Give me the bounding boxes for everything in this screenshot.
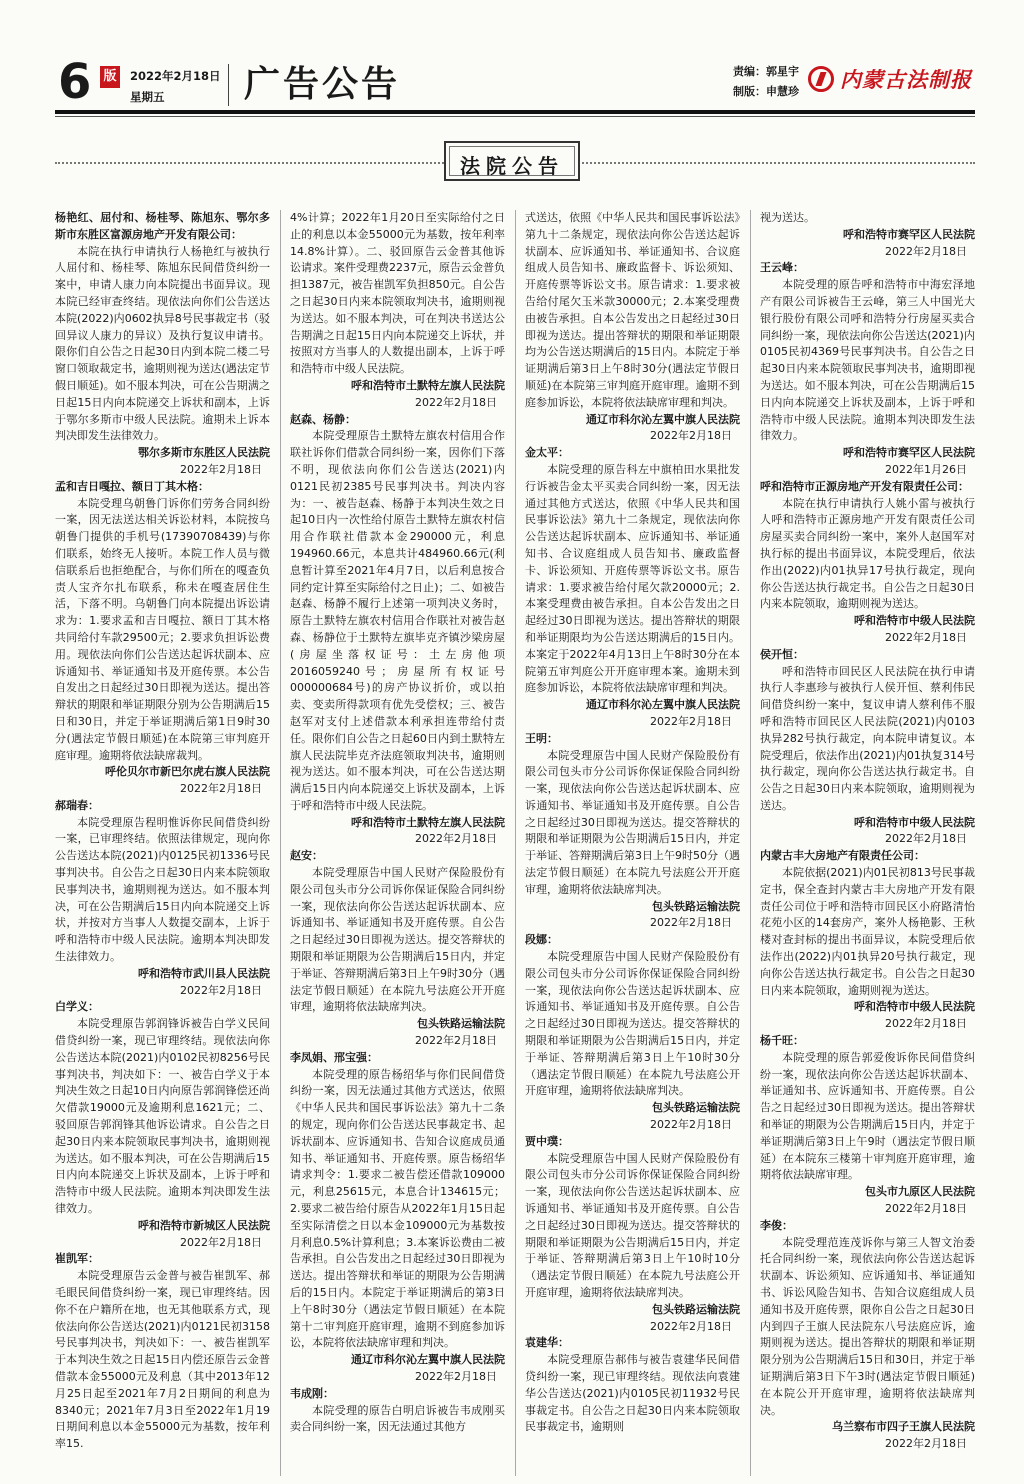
notice-body: 本院依据(2021)内01民初813号民事裁定书，保全查封内蒙古丰大房地产开发有限责任公司位于呼和浩特市回民区小府路清怡花苑小区的14套房产，案外人杨艳影、王秋楼对查封标的提出书面异议，本院受理后依法作出(2022)内01执异20号执行裁定，现向你公告送达执行裁定书。自公告之日起30日内来本院领取，逾期则视为送达。 [760,866,975,997]
notice-date: 2022年2月18日 [180,1235,262,1249]
notice-addressee: 王云峰： [760,261,804,275]
issuing-court: 包头铁路运输法院 [417,1017,505,1031]
notice-addressee: 孟和吉日嘎拉、额日丁其木格： [55,479,209,493]
notice-body: 本院受理乌朝鲁门诉你们劳务合同纠纷一案，因无法送达相关诉讼材料，本院按乌朝鲁门提供的手机号(17390708439)与你们联系，始终无人接听。本院工作人员与微信联系后也拒绝配合，与你们所在的嘎查负责人宝齐尔扎布联系，称未在嘎查居住生活，下落不明。乌朝鲁门向本院提出诉讼请求为：1.要求孟和吉日嘎拉、额日丁其木格共同给付车款29500元；2.要求负担诉讼费用。现依法向你们公告送达起诉状副本、应诉通知书、举证通知书及开庭传票。本公告自发出之日起经过30日即视为送达。提出答辩状的期限和举证期限分别为公告期满后15日和30日，并定于举证期满后第1日9时30分(遇法定节假日顺延)在本院第三审判庭开庭审理。逾期将依法缺席裁判。 [55,496,270,762]
banner-title: 法院公告 [460,154,564,178]
column-2 [290,210,505,1478]
notice-date: 2022年2月18日 [415,1034,497,1048]
notice-date: 2022年2月18日 [415,832,497,846]
notice-date: 2022年2月18日 [180,782,262,796]
notice-body: 本院受理的原告呼和浩特市中海宏泽地产有限公司诉被告王云峰，第三人中国光大银行股份有限公司呼和浩特分行房屋买卖合同纠纷一案，现依法向你公告送达(2021)内0105民初4369号民事判决书。自公告之日起30日内来本院领取民事判决书，逾期即视为送达。如不服本判决，可在公告期满后15日内向本院递交上诉状及副本，上诉于呼和浩特市中级人民法院。逾期本判决即发生法律效力。 [760,278,975,443]
column-4 [760,210,975,1478]
notice-date: 2022年2月18日 [650,916,732,930]
notice-addressee: 赵安： [290,849,323,863]
notice-addressee: 郝瑞春： [55,798,99,812]
page-number: 6 [58,54,92,110]
section-title: 广告公告 [244,64,401,105]
notice-date: 2022年2月18日 [885,1202,967,1216]
column-divider [515,210,516,1476]
notice-addressee: 金太平： [525,446,569,460]
editor-credit: 责编：郭星宇 [733,65,799,78]
notice-addressee: 段娜： [525,933,558,947]
issuing-court: 呼和浩特市中级人民法院 [854,1000,975,1014]
layout-credit: 制版：申慧珍 [733,85,799,98]
issuing-court: 呼和浩特市土默特左旗人民法院 [351,378,505,392]
notice-addressee: 李凤娟、邢宝强： [290,1050,378,1064]
notice-date: 2022年2月18日 [415,1369,497,1383]
issuing-court: 呼和浩特市土默特左旗人民法院 [351,815,505,829]
notice-body-continued: 视为送达。 [760,211,815,224]
notice-addressee: 崔凯军： [55,1252,99,1266]
notice-addressee: 杨千旺： [760,1034,804,1048]
notice-addressee: 侯开恒： [760,647,804,661]
notice-addressee: 呼和浩特市正源房地产开发有限责任公司： [760,479,969,493]
issuing-court: 包头铁路运输法院 [652,1101,740,1115]
notice-addressee: 贾中璞： [525,1134,569,1148]
notice-body-continued: 4%计算；2022年1月20日至实际给付之日止的利息以本金55000元为基数，按年利率14.8%计算）。二、驳回原告云金普其他诉讼请求。案件受理费2237元，原告云金普负担1387元，被告崔凯军负担850元。自公告之日起30日内来本院领取判决书，逾期则视为送达。如不服本判决，可在判决书送达公告期满之日起15日内向本院递交上诉状，并按照对方当事人的人数提出副本，上诉于呼和浩特市中级人民法院。 [290,211,505,376]
issuing-court: 呼和浩特市武川县人民法院 [138,966,270,980]
issuing-court: 通辽市科尔沁左翼中旗人民法院 [351,1353,505,1367]
notice-date: 2022年2月18日 [885,832,967,846]
notice-body: 本院受理原告土默特左旗农村信用合作联社诉你们借款合同纠纷一案，因你们下落不明，现依法向你们公告送达(2021)内0121民初2385号民事判决书。判决内容为：一、被告赵森、杨静于本判决生效之日起10日内一次性给付原告土默特左旗农村信用合作联社借款本金290000元，利息194960.66元，本息共计484960.66元(利息暂计算至2021年4月7日，以后利息按合同约定计算至实际给付之日止)；二、如被告赵森、杨静不履行上述第一项判决义务时，原告土默特左旗农村信用合作联社对被告赵森、杨静位于土默特左旗毕克齐镇沙梁房屋(房屋坐落权证号：土左房他项2016059240号；房屋所有权证号000000684号)的房产协议折价，或以拍卖、变卖所得款项有优先受偿权；三、被告赵军对支付上述借款本利承担连带给付责任。限你们自公告之日起60日内到土默特左旗人民法院毕克齐法庭领取判决书，逾期则视为送达。如不服本判决，可在公告送达期满后15日内向本院递交上诉状及副本，上诉于呼和浩特市中级人民法院。 [290,429,505,812]
notice-date: 2022年2月18日 [180,462,262,476]
issuing-court: 乌兰察布市四子王旗人民法院 [832,1420,975,1434]
notice-body: 本院受理原告中国人民财产保险股份有限公司包头市分公司诉你保证保险合同纠纷一案，现依法向你公告送达起诉状副本、应诉通知书、举证通知书及开庭传票。自公告之日起经过30日即视为送达。提交答辩状的期限和举证期限为公告期满后15日内，并定于举证、答辩期满后第3日上午10时30分（遇法定节假日顺延）在本院九号法庭公开开庭审理，逾期将依法缺席判决。 [525,950,740,1098]
issuing-court: 呼和浩特市新城区人民法院 [138,1218,270,1232]
newspaper-logo: 内蒙古法制报 [840,67,972,92]
notice-date: 2022年2月18日 [885,1017,967,1031]
notice-addressee: 内蒙古丰大房地产有限责任公司： [760,849,925,863]
notice-date: 2022年2月18日 [650,1118,732,1132]
notice-addressee: 袁建华： [525,1336,569,1350]
notice-date: 2022年2月18日 [650,714,732,728]
issuing-court: 呼和浩特市赛罕区人民法院 [843,446,975,460]
issuing-court: 包头铁路运输法院 [652,899,740,913]
issue-date: 2022年2月18日 [130,69,221,83]
issuing-court: 通辽市科尔沁左翼中旗人民法院 [586,698,740,712]
notice-date: 2022年2月18日 [650,429,732,443]
notice-addressee: 白学义： [55,1000,99,1014]
notice-body: 本院受理原告中国人民财产保险股份有限公司包头市分公司诉你保证保险合同纠纷一案，现依法向你公告送达起诉状副本、应诉通知书、举证通知书及开庭传票。自公告之日起经过30日即视为送达。提交答辩状的期限和举证期限为公告期满后15日内，并定于举证、答辩期满后第3日上午9时30分（遇法定节假日顺延）在本院九号法庭公开开庭审理，逾期将依法缺席判决。 [290,866,505,1014]
banner-frame [444,141,580,181]
notice-addressee: 杨艳红、屈付和、杨桂琴、陈旭东、鄂尔多斯市东胜区富源房地产开发有限公司： [55,211,270,241]
notice-date: 2022年2月18日 [885,244,967,258]
issuing-court: 鄂尔多斯市东胜区人民法院 [138,446,270,460]
newspaper-emblem-icon [808,66,834,92]
column-divider [750,210,751,1476]
issuing-court: 呼和浩特市赛罕区人民法院 [843,227,975,241]
notice-date: 2022年1月26日 [885,462,967,476]
notice-date: 2022年2月18日 [650,1319,732,1333]
issuing-court: 呼和浩特市中级人民法院 [854,815,975,829]
notice-body: 本院受理原告云金普与被告崔凯军、郝毛眼民间借贷纠纷一案，现已审理终结。因你不在户籍所在地，也无其他联系方式，现依法向你公告送达(2021)内0121民初3158号民事判决书，判决如下：一、被告崔凯军于本判决生效之日起15日内偿还原告云金普借款本金55000元及利息（其中2013年12月25日起至2021年7月2日期间的利息为8340元；2021年7月3日至2022年1月19日期间利息以本金55000元为基数，按年利率15. [55,1269,270,1451]
notice-addressee: 王明： [525,731,558,745]
column-3 [525,210,740,1478]
notice-body: 本院受理原告郝伟与被告袁建华民间借贷纠纷一案，现已审理终结。现依法向袁建华公告送达(2021)内0105民初11932号民事裁定书。自公告之日起30日内来本院领取民事裁定书，逾期则 [525,1353,740,1434]
notice-body: 本院受理原告程明惟诉你民间借贷纠纷一案，已审理终结。依照法律规定，现向你公告送达本院(2021)内0125民初1336号民事判决书。自公告之日起30日内来本院领取民事判决书，逾期则视为送达。如不服本判决，可在公告期满后15日内向本院递交上诉状，并按对方当事人人数提交副本，上诉于呼和浩特市中级人民法院。逾期本判决即发生法律效力。 [55,815,270,964]
notice-date: 2022年2月18日 [885,1437,967,1451]
header-divider [228,64,229,106]
notice-date: 2022年2月18日 [885,630,967,644]
notice-body: 本院受理的原告郭爱俊诉你民间借贷纠纷一案，现依法向你公告送达起诉状副本、举证通知书、应诉通知书、开庭传票。自公告之日起经过30日即视为送达。提出答辩状和举证的期限为公告期满后15日内，并定于举证期满后第3日上午9时（遇法定节假日顺延）在本院东三楼第十审判庭开庭审理，逾期将依法缺席审理。 [760,1050,975,1182]
notice-body-continued: 式送达，依照《中华人民共和国民事诉讼法》第九十二条规定，现依法向你公告送达起诉状副本、应诉通知书、举证通知书、合议庭组成人员告知书、廉政监督卡、诉讼须知、开庭传票等诉讼文书。原告请求：1.要求被告给付尾欠玉米款30000元；2.本案受理费由被告承担。自本公告发出之日起经过30日即视为送达。提出答辩状的期限和举证期限均为公告送达期满后的15日内。本院定于举证期满后第3日上午8时30分(遇法定节假日顺延)在本院第三审判庭开庭审理。逾期不到庭参加诉讼，本院将依法缺席审理和判决。 [525,211,740,409]
issue-weekday: 星期五 [130,90,165,104]
notice-body: 本院在执行申请执行人姚小雷与被执行人呼和浩特市正源房地产开发有限责任公司房屋买卖合同纠纷一案中，案外人赵国军对执行标的提出书面异议，本院受理后，依法作出(2022)内01执异17号执行裁定，现向你公告送达执行裁定书。自公告之日起30日内来本院领取，逾期则视为送达。 [760,496,975,611]
notice-addressee: 李俊： [760,1218,793,1232]
notice-body: 本院在执行申请执行人杨艳红与被执行人屈付和、杨桂琴、陈旭东民间借贷纠纷一案中，申请人康力向本院提出书面异议。现本院已经审查终结。现依法向你们公告送达本院(2022)内0602执异8号民事裁定书（驳回异议人康力的异议）及执行复议申请书。限你们自公告之日起30日内到本院二楼二号窗口领取裁定书，逾期则视为送达(遇法定节假日顺延)。如不服本判决，可在公告期满之日起15日内向本院递交上诉状和副本，上诉于鄂尔多斯市中级人民法院。逾期未上诉本判决即发生法律效力。 [55,244,270,443]
notice-body: 本院受理原告郭润锋诉被告白学义民间借贷纠纷一案，现已审理终结。现依法向你公告送达本院(2021)内0102民初8256号民事判决书，判决如下：一、被告白学义于本判决生效之日起10日内向原告郭润锋偿还尚欠借款19000元及逾期利息1621元；二、驳回原告郭润锋其他诉讼请求。自公告之日起30日内来本院领取民事判决书，逾期则视为送达。如不服本判决，可在公告期满后15日内向本院递交上诉状及副本，上诉于呼和浩特市中级人民法院。逾期本判决即发生法律效力。 [55,1017,270,1216]
notice-addressee: 韦成刚： [290,1386,334,1400]
header-rule [55,110,975,114]
notice-body: 本院受理原告中国人民财产保险股份有限公司包头市分公司诉你保证保险合同纠纷一案，现依法向你公告送达起诉状副本、应诉通知书、举证通知书及开庭传票。自公告之日起经过30日即视为送达。提交答辩状的期限和举证期限为公告期满后15日内，并定于举证、答辩期满后第3日上午9时50分（遇法定节假日顺延）在本院九号法庭公开开庭审理，逾期将依法缺席判决。 [525,748,740,896]
column-1 [55,210,270,1478]
issuing-court: 通辽市科尔沁左翼中旗人民法院 [586,412,740,426]
page-label-badge: 版 [100,66,120,88]
notice-date: 2022年2月18日 [180,983,262,997]
notice-date: 2022年2月18日 [415,395,497,409]
notice-body: 本院受理的原告杨绍华与你们民间借贷纠纷一案，因无法通过其他方式送达，依照《中华人民共和国民事诉讼法》第九十二条的规定，现向你们公告送达民事裁定书、起诉状副本、应诉通知书、告知合议庭成员通知书、举证通知书、开庭传票。原告杨绍华请求判令：1.要求二被告偿还借款109000元，利息25615元，本息合计134615元；2.要求二被告给付原告从2022年1月15日起至实际清偿之日以本金109000元为基数按月利息0.5%计算利息；3.本案诉讼费由二被告承担。自公告发出之日起经过30日即视为送达。提出答辩状和举证的期限为公告期满后的15日内。本院定于举证期满后的第3日上午8时30分（遇法定节假日顺延）在本院第十二审判庭开庭审理，逾期不到庭参加诉讼，本院将依法缺席审理和判决。 [290,1067,505,1350]
notice-body: 本院受理的原告白明启诉被告韦成刚买卖合同纠纷一案，因无法通过其他方 [290,1403,505,1434]
notice-body: 本院受理范连茂诉你与第三人智文治委托合同纠纷一案，现依法向你公告送达起诉状副本、诉讼须知、应诉通知书、举证通知书、诉讼风险告知书、告知合议庭组成人员通知书及开庭传票，限你自公告之日起30日内到四子王旗人民法院东八号法庭应诉，逾期则视为送达。提出答辩状的期限和举证期限分别为公告期满后15日和30日，并定于举证期满后第3日下午3时(遇法定节假日顺延)在本院公开开庭审理，逾期将依法缺席判决。 [760,1235,975,1417]
notice-body: 呼和浩特市回民区人民法院在执行申请执行人李惠珍与被执行人侯开恒、蔡利伟民间借贷纠纷一案中，复议申请人蔡利伟不服呼和浩特市回民区人民法院(2021)内0103执异282号执行裁定，向本院申请复议。本院受理后，依法作出(2021)内01执复314号执行裁定，现向你公告送达执行裁定书。自公告之日起30日内来本院领取，逾期则视为送达。 [760,664,975,812]
issuing-court: 包头市九原区人民法院 [865,1185,975,1199]
notice-addressee: 赵森、杨静： [290,412,356,426]
issuing-court: 呼和浩特市中级人民法院 [854,614,975,628]
notice-body: 本院受理原告中国人民财产保险股份有限公司包头市分公司诉你保证保险合同纠纷一案，现依法向你公告送达起诉状副本、应诉通知书、举证通知书及开庭传票。自公告之日起经过30日即视为送达。提交答辩状的期限和举证期限为公告期满后15日内，并定于举证、答辩期满后第3日上午10时10分（遇法定节假日顺延）在本院九号法庭公开开庭审理，逾期将依法缺席判决。 [525,1151,740,1299]
column-divider [280,210,281,1476]
header-rule-thin [55,116,975,117]
notice-body: 本院受理的原告科左中旗柏田水果批发行诉被告金太平买卖合同纠纷一案，因无法通过其他方式送达，依照《中华人民共和国民事诉讼法》第九十二条规定，现依法向你公告送达起诉状副本、应诉通知书、举证通知书、合议庭组成人员告知书、廉政监督卡、诉讼须知、开庭传票等诉讼文书。原告请求：1.要求被告给付尾欠款20000元；2.本案受理费由被告承担。自本公告发出之日起经过30日即视为送达。提出答辩状的期限和举证期限均为公告送达期满后的15日内。本案定于2022年4月13日上午8时30分在本院第五审判庭公开开庭审理本案。逾期未到庭参加诉讼，本院将依法缺席审理和判决。 [525,462,740,695]
issuing-court: 呼伦贝尔市新巴尔虎右旗人民法院 [105,765,270,779]
issuing-court: 包头铁路运输法院 [652,1302,740,1316]
